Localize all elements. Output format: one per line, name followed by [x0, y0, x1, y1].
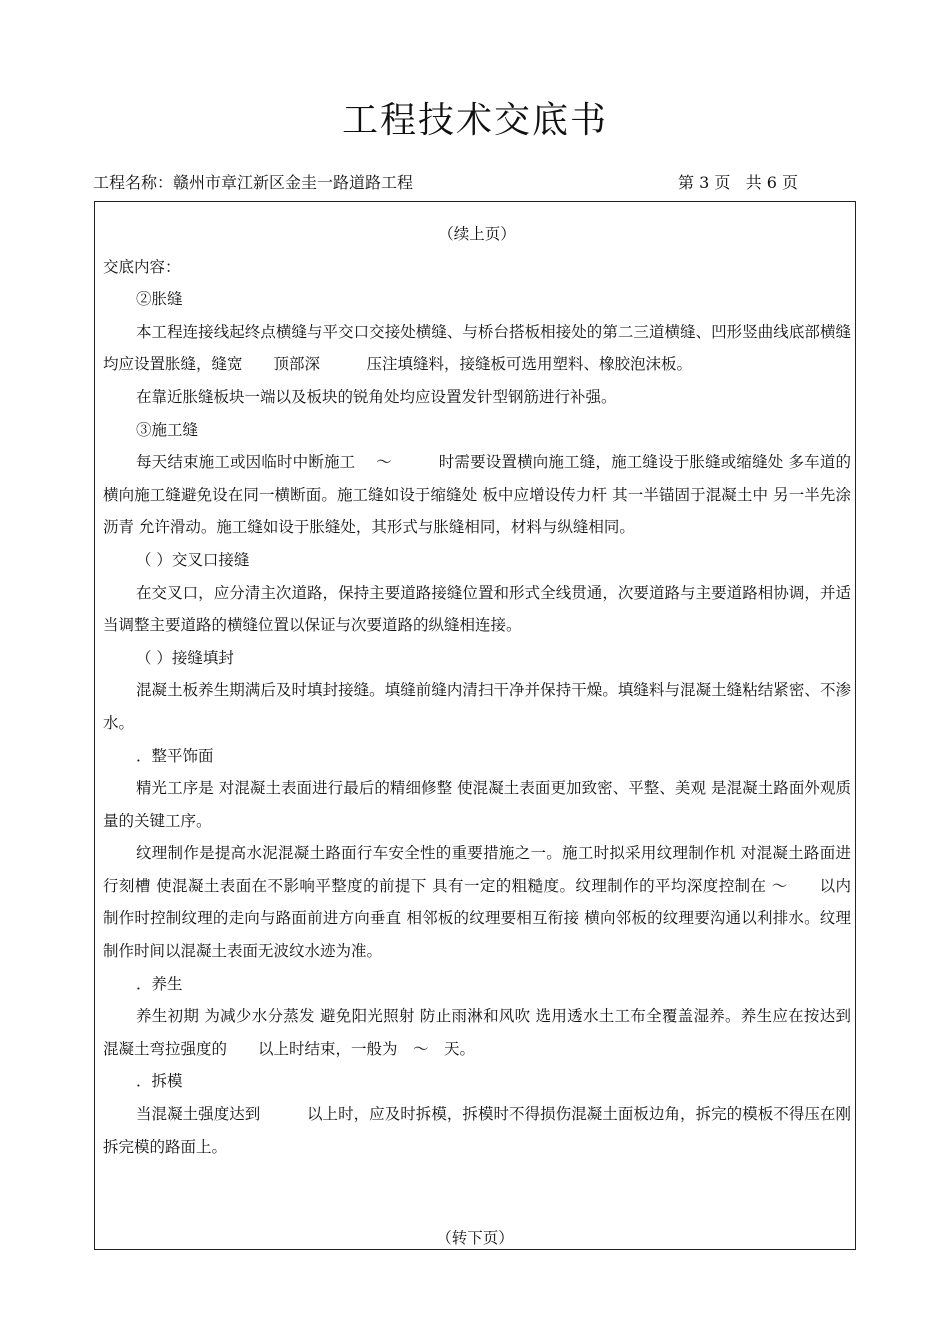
continued-from-label: （续上页）	[438, 225, 516, 243]
section-heading-expansion-joint: ②胀缝	[136, 290, 183, 309]
section-heading-formwork-removal: ．拆模	[136, 1072, 183, 1091]
paragraph: 混凝土板养生期满后及时填封接缝。填缝前缝内清扫干净并保持干燥。填缝料与混凝土缝粘结紧密、不渗水。	[103, 681, 851, 732]
paragraph: 精光工序是 对混凝土表面进行最后的精细修整 使混凝土表面更加致密、平整、美观 是混凝土路面外观质量的关键工序。	[103, 779, 851, 830]
paragraph: 每天结束施工或因临时中断施工 ～ 时需要设置横向施工缝，施工缝设于胀缝或缩缝处 多车道的横向施工缝避免设在同一横断面。施工缝如设于缩缝处 板中应增设传力杆 其一半锚固于混凝土中 另一半先涂沥青 允许滑动。施工缝如设于胀缝处，其形式与胀缝相同，材料与纵缝相同。	[103, 453, 851, 537]
paragraph: 在靠近胀缝板块一端以及板块的锐角处均应设置发针型钢筋进行补强。	[136, 387, 617, 406]
section-heading-joint-sealing: （ ）接缝填封	[136, 648, 234, 667]
content-label: 交底内容：	[103, 257, 181, 276]
paragraph: 养生初期 为减少水分蒸发 避免阳光照射 防止雨淋和风吹 选用透水土工布全覆盖湿养。养生应在按达到混凝土弯拉强度的 以上时结束，一般为 ～ 天。	[103, 1007, 851, 1058]
section-heading-curing: ．养生	[136, 974, 183, 993]
paragraph: 在交叉口，应分清主次道路，保持主要道路接缝位置和形式全线贯通，次要道路与主要道路相协调，并适当调整主要道路的横缝位置以保证与次要道路的纵缝相连接。	[103, 583, 851, 635]
section-heading-finishing: ．整平饰面	[136, 746, 214, 765]
section-heading-construction-joint: ③施工缝	[136, 420, 199, 439]
paragraph: 本工程连接线起终点横缝与平交口交接处横缝、与桥台搭板相接处的第二三道横缝、凹形竖曲线底部横缝均应设置胀缝，缝宽 顶部深 压注填缝料，接缝板可选用塑料、橡胶泡沫板。	[103, 322, 851, 374]
paragraph: 纹理制作是提高水泥混凝土路面行车安全性的重要措施之一。施工时拟采用纹理制作机 对混凝土路面进行刻槽 使混凝土表面在不影响平整度的前提下 具有一定的粗糙度。纹理制作的平均深度控制在 ～ 以内 制作时控制纹理的走向与路面前进方向垂直 相邻板的纹理要相互衔接 横向邻板的纹理要沟通以利排水。纹理制作时间以混凝土表面无波纹水迹为准。	[103, 844, 851, 961]
continued-to-label: （转下页）	[436, 1229, 514, 1247]
project-name: 工程名称：赣州市章江新区金圭一路道路工程	[93, 173, 414, 192]
content-area	[103, 218, 851, 1163]
section-heading-intersection-joint: （ ）交叉口接缝	[136, 550, 250, 569]
document-title: 工程技术交底书	[341, 100, 608, 141]
page-info: 第 3 页 共 6 页	[678, 173, 798, 192]
paragraph: 当混凝土强度达到 以上时，应及时拆模，拆模时不得损伤混凝土面板边角，拆完的模板不得压在刚拆完模的路面上。	[103, 1105, 851, 1156]
header-row	[93, 171, 858, 195]
